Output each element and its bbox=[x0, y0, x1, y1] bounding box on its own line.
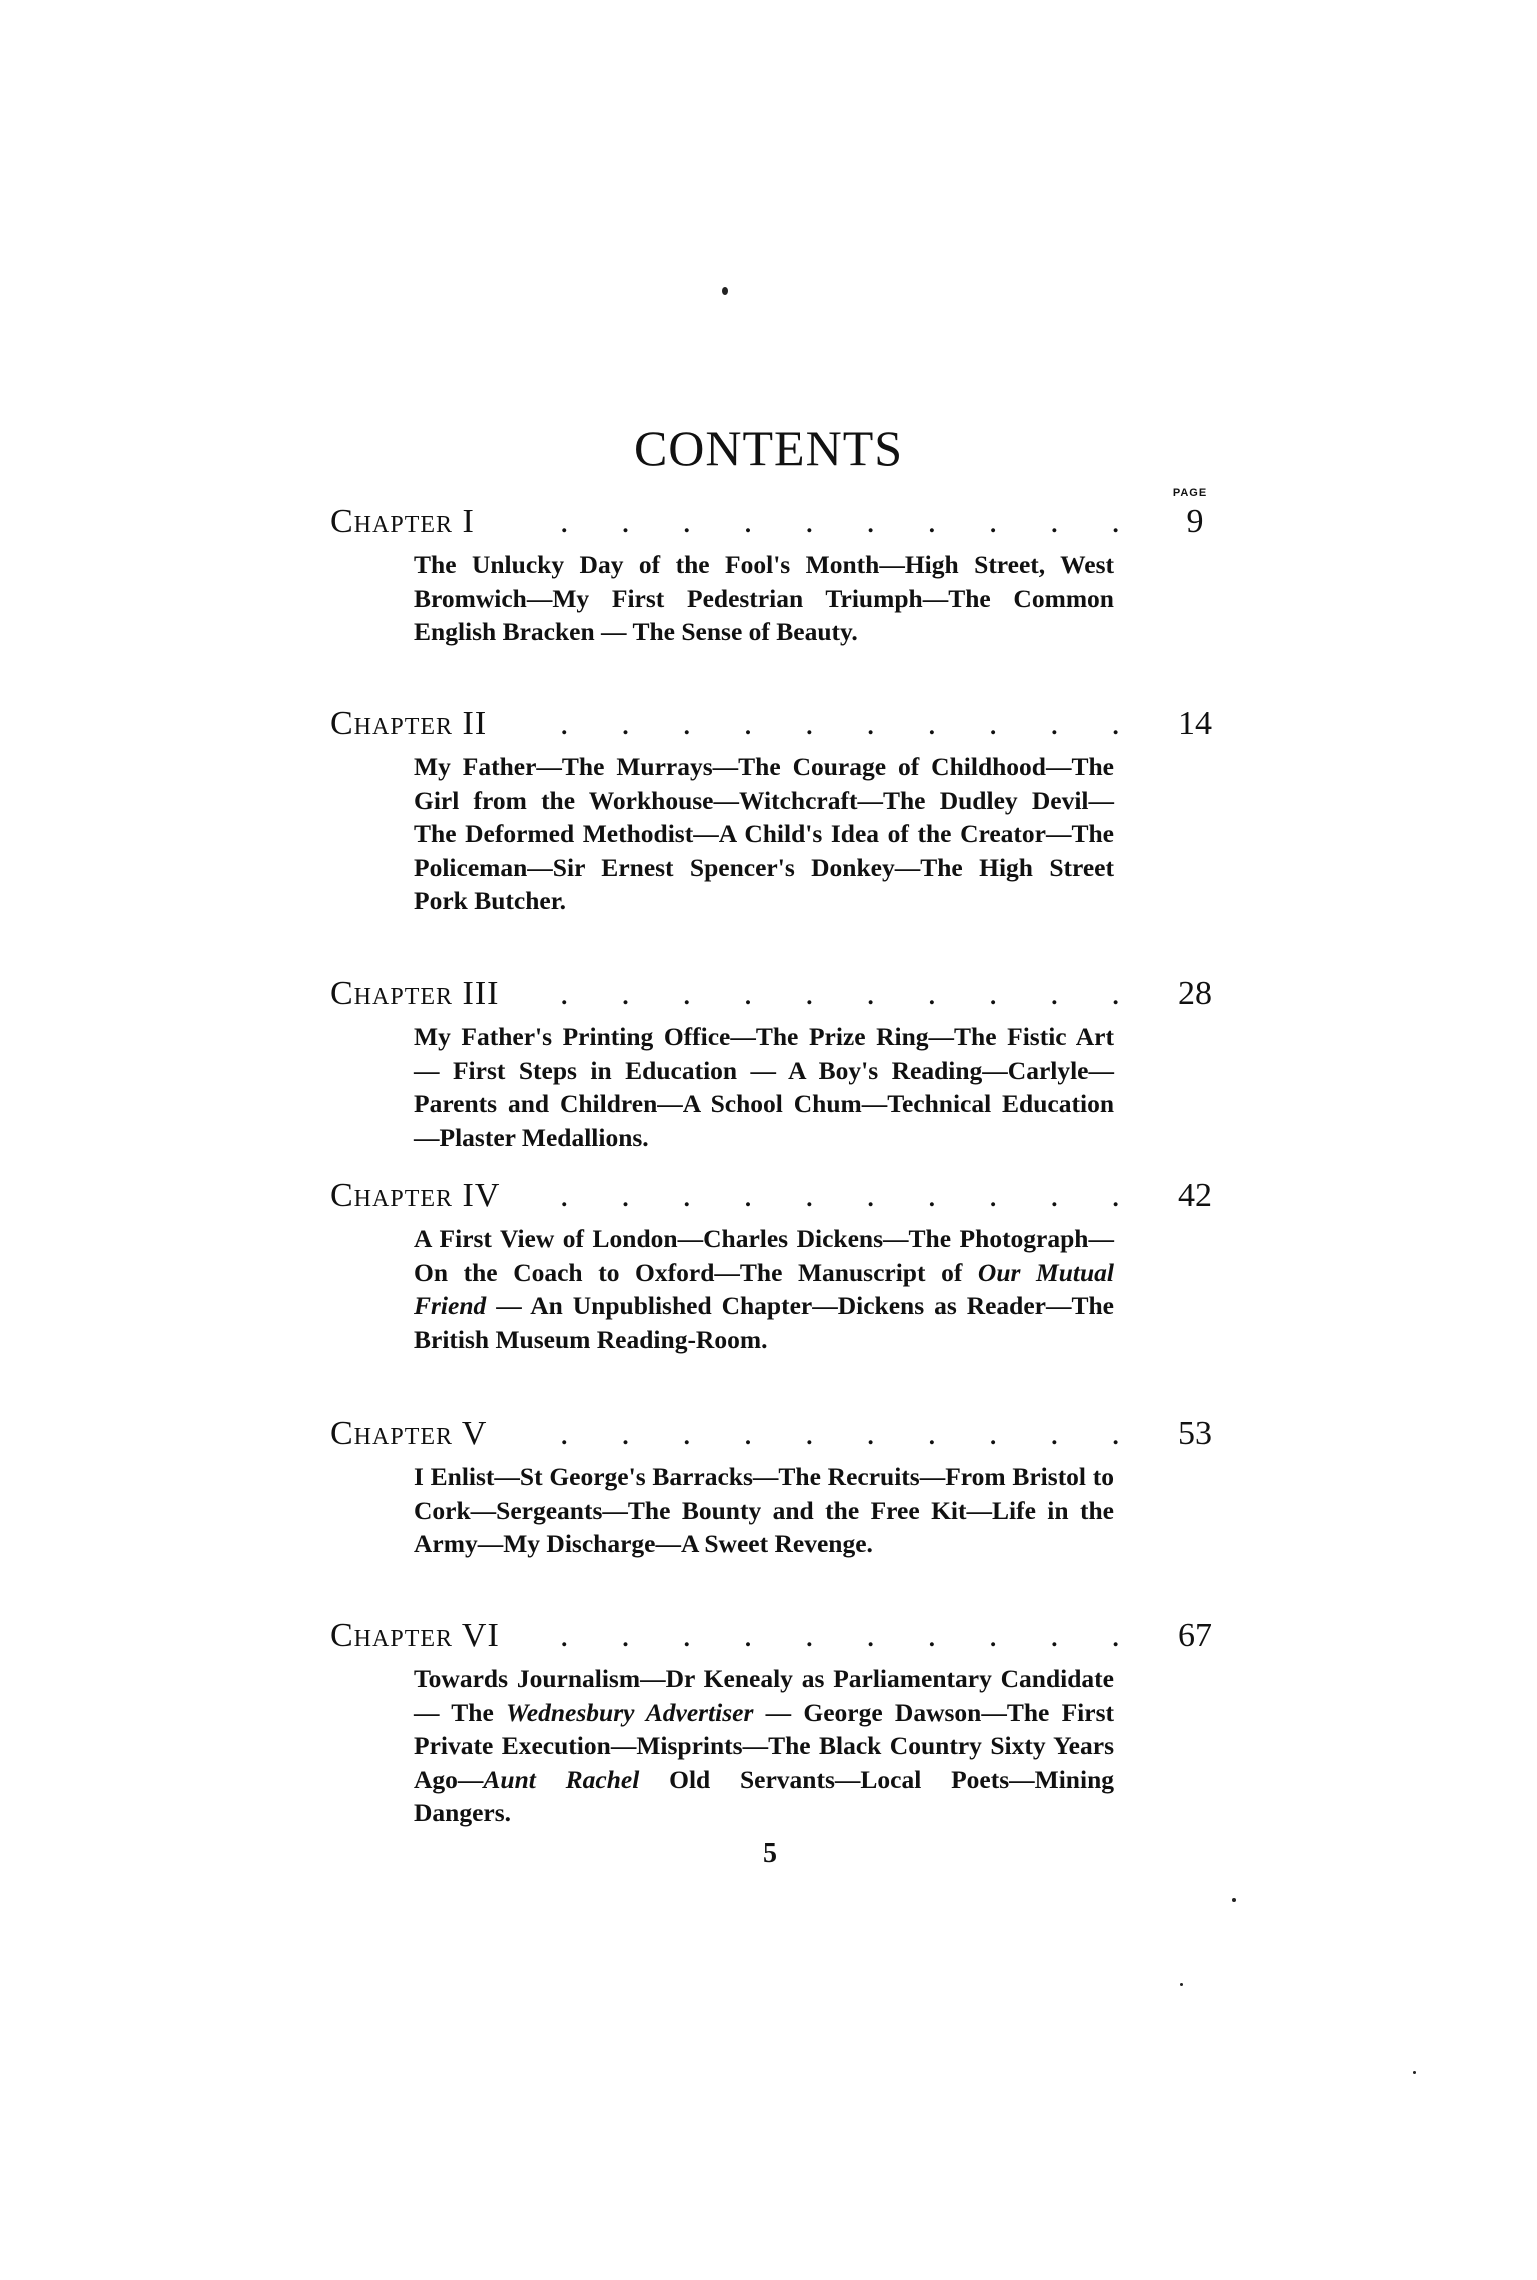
chapter-label: Chapter VI bbox=[330, 1617, 500, 1654]
dot-leader: . . . . . . . . . . bbox=[560, 503, 1120, 540]
dot-leader: . . . . . . . . . . bbox=[560, 1415, 1120, 1452]
chapter-label: Chapter III bbox=[330, 975, 500, 1012]
chapter-label: Chapter I bbox=[330, 503, 475, 540]
summary-italic-title: Wednesbury Advertiser bbox=[506, 1697, 754, 1727]
chapter-summary: My Father—The Murrays—The Courage of Childhood—The Girl from the Workhouse—Witchcraft—The Dudley Devil—The Deformed Methodist—A Child's Idea of the Creator—The Policeman—Sir Ernest Spencer's Donkey—The High Street Pork Butcher. bbox=[414, 752, 1114, 915]
contents-entry bbox=[330, 1174, 1230, 1356]
chapter-label: Chapter II bbox=[330, 705, 488, 742]
contents-entry bbox=[330, 1614, 1230, 1830]
chapter-label: Chapter IV bbox=[330, 1177, 501, 1214]
chapter-line bbox=[330, 1412, 1230, 1456]
page-column-label: PAGE bbox=[1172, 487, 1208, 499]
contents-entry bbox=[330, 972, 1230, 1154]
dot-leader: . . . . . . . . . . bbox=[560, 975, 1120, 1012]
chapter-summary bbox=[414, 1222, 1114, 1356]
summary-text: — An Unpublished Chapter—Dickens as Reader—The British Museum Reading-Room. bbox=[414, 1291, 1114, 1354]
chapter-line bbox=[330, 972, 1230, 1016]
chapter-page-number: 9 bbox=[1186, 503, 1204, 540]
summary-text: Old Servants—Local Poets—Mining Dangers. bbox=[414, 1764, 1114, 1827]
chapter-page-number: 53 bbox=[1178, 1415, 1212, 1452]
chapter-page-number: 14 bbox=[1178, 705, 1212, 742]
chapter-page-number: 67 bbox=[1178, 1617, 1212, 1654]
chapter-summary bbox=[414, 1662, 1114, 1830]
summary-italic-title: Aunt Rachel bbox=[483, 1764, 640, 1794]
contents-entry bbox=[330, 500, 1230, 649]
chapter-summary: The Unlucky Day of the Fool's Month—High Street, West Bromwich—My First Pedestrian Triumph—The Common English Bracken — The Sense of Beauty. bbox=[414, 550, 1114, 646]
ink-speck bbox=[1232, 1898, 1236, 1902]
summary-text: Towards Journalism—Dr Kenealy as Parliamentary Candidate — The bbox=[414, 1664, 1114, 1727]
ink-speck bbox=[722, 287, 728, 295]
chapter-label: Chapter V bbox=[330, 1415, 488, 1452]
chapter-line bbox=[330, 702, 1230, 746]
chapter-page-number: 42 bbox=[1178, 1177, 1212, 1214]
contents-entry bbox=[330, 702, 1230, 918]
chapter-line bbox=[330, 1614, 1230, 1658]
chapter-summary: My Father's Printing Office—The Prize Ring—The Fistic Art — First Steps in Education — A Boy's Reading—Carlyle—Parents and Children—A School Chum—Technical Education—Plaster Medallions. bbox=[414, 1022, 1114, 1152]
summary-text: — George Dawson—The First Private Execution—Misprints—The Black Country Sixty Years Ago— bbox=[414, 1697, 1114, 1794]
chapter-summary: I Enlist—St George's Barracks—The Recruits—From Bristol to Cork—Sergeants—The Bounty and the Free Kit—Life in the Army—My Discharge—A Sweet Revenge. bbox=[414, 1462, 1114, 1558]
dot-leader: . . . . . . . . . . bbox=[560, 1617, 1120, 1654]
page-folio-number: 5 bbox=[763, 1838, 777, 1869]
chapter-page-number: 28 bbox=[1178, 975, 1212, 1012]
dot-leader: . . . . . . . . . . bbox=[560, 705, 1120, 742]
contents-entry bbox=[330, 1412, 1230, 1561]
ink-speck bbox=[1413, 2071, 1416, 2074]
dot-leader: . . . . . . . . . . bbox=[560, 1177, 1120, 1214]
summary-italic-title: Our Mutual Friend bbox=[414, 1257, 1114, 1320]
ink-speck bbox=[1180, 1983, 1183, 1986]
summary-text: A First View of London—Charles Dickens—The Photograph—On the Coach to Oxford—The Manuscript of bbox=[414, 1224, 1114, 1287]
chapter-line bbox=[330, 1174, 1230, 1218]
contents-heading: CONTENTS bbox=[633, 420, 904, 476]
chapter-line bbox=[330, 500, 1230, 544]
